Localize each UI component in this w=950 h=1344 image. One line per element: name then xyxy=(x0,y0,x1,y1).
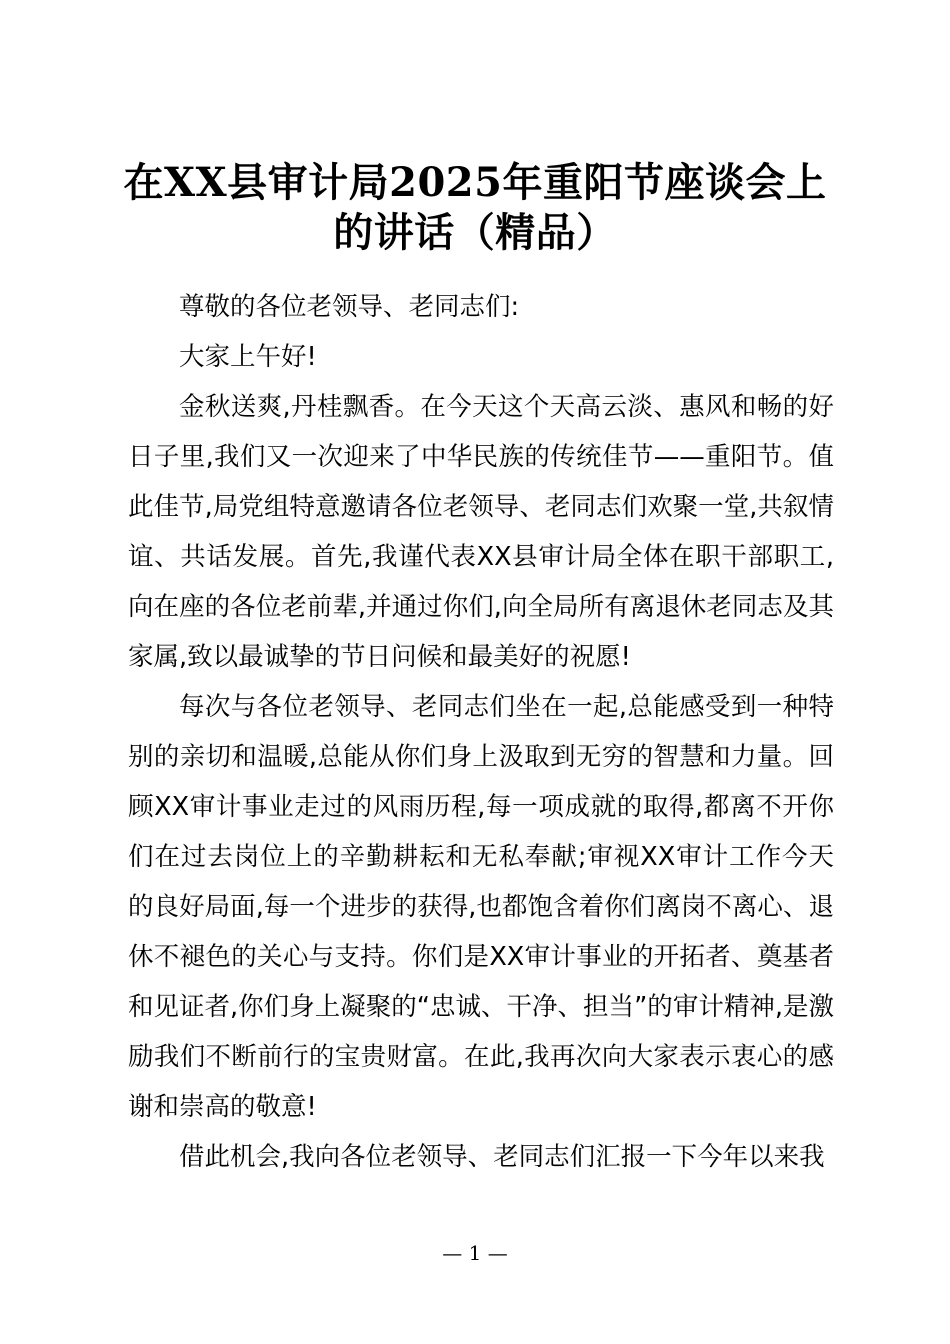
body-paragraph: 借此机会,我向各位老领导、老同志们汇报一下今年以来我 xyxy=(179,1142,825,1172)
page-number: — 1 — xyxy=(442,1241,508,1265)
document-body xyxy=(128,282,834,1182)
greeting-paragraph: 大家上午好! xyxy=(179,342,317,372)
salutation-paragraph: 尊敬的各位老领导、老同志们: xyxy=(179,292,520,322)
body-paragraph: 金秋送爽,丹桂飘香。在今天这个天高云淡、惠风和畅的好日子里,我们又一次迎来了中华民族的传统佳节——重阳节。值此佳节,局党组特意邀请各位老领导、老同志们欢聚一堂,共叙情谊、共话发展。首先,我谨代表XX县审计局全体在职干部职工,向在座的各位老前辈,并通过你们,向全局所有离退休老同志及其家属,致以最诚挚的节日问候和最美好的祝愿! xyxy=(128,392,834,672)
document-title: 在XX县审计局2025年重阳节座谈会上的讲话（精品） xyxy=(123,159,827,256)
body-paragraph: 每次与各位老领导、老同志们坐在一起,总能感受到一种特别的亲切和温暖,总能从你们身上汲取到无穷的智慧和力量。回顾XX审计事业走过的风雨历程,每一项成就的取得,都离不开你们在过去岗位上的辛勤耕耘和无私奉献;审视XX审计工作今天的良好局面,每一个进步的获得,也都饱含着你们离岗不离心、退休不褪色的关心与支持。你们是XX审计事业的开拓者、奠基者和见证者,你们身上凝聚的“忠诚、干净、担当”的审计精神,是激励我们不断前行的宝贵财富。在此,我再次向大家表示衷心的感谢和崇高的敬意! xyxy=(128,692,834,1122)
